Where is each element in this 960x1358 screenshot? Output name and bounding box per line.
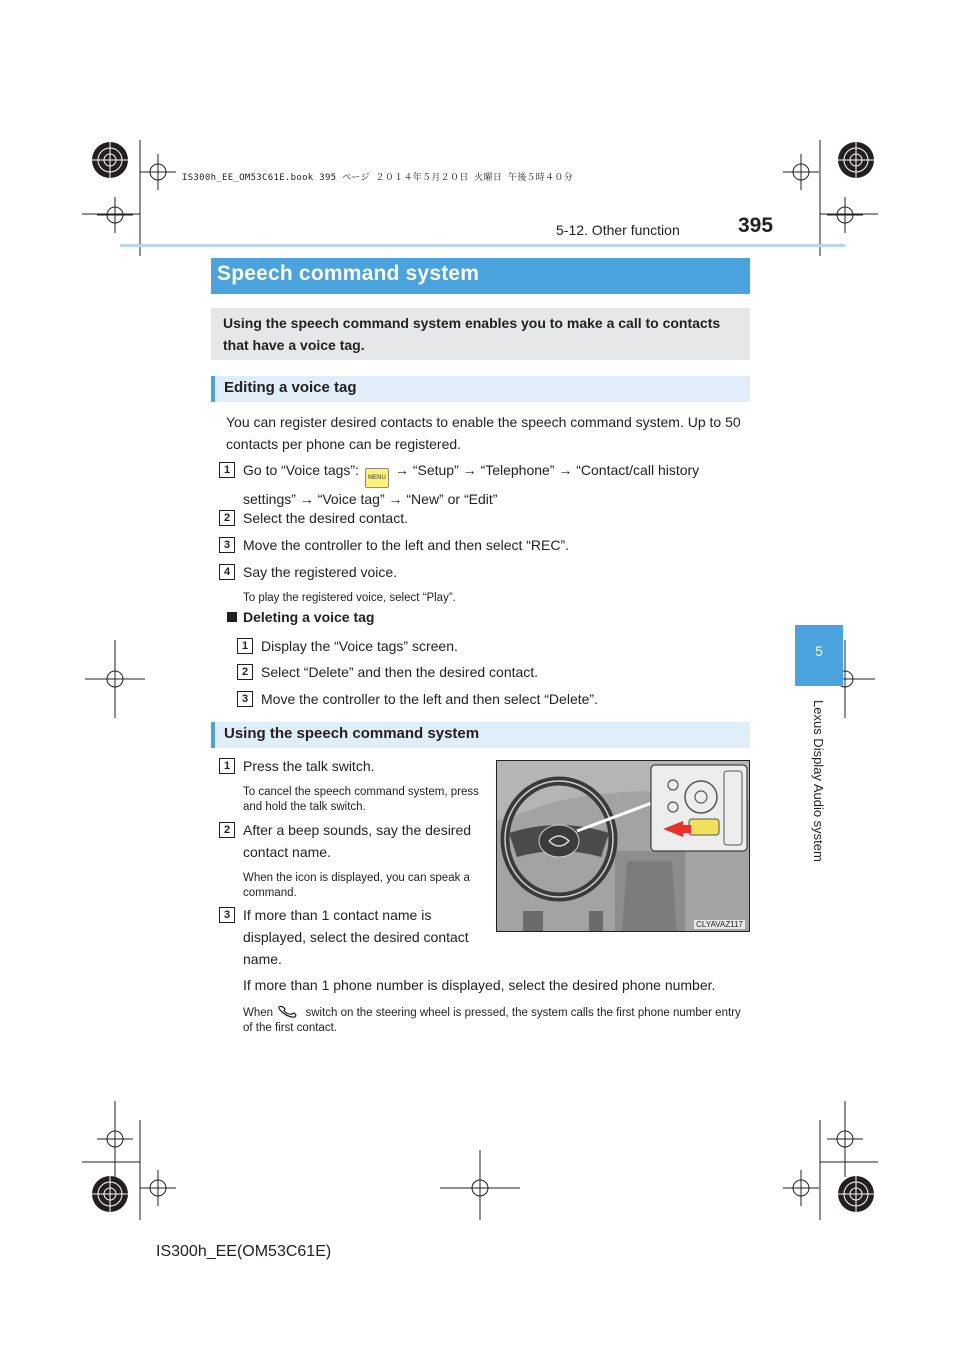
step-number: 1 [219, 462, 235, 478]
crosshair-left-top [97, 197, 133, 233]
deleting-heading: Deleting a voice tag [243, 609, 375, 625]
crosshair-right-bottom [827, 1101, 863, 1177]
phone-handset-icon [276, 1004, 302, 1018]
page-number: 395 [738, 214, 774, 237]
editing-step-4-note: To play the registered voice, select “Play”. [243, 592, 456, 604]
crosshair-bottom-center [440, 1150, 520, 1220]
using-step-2-note: When the icon is displayed, you can speak a command. [243, 872, 470, 899]
figure-id: CLYAVAZ117 [696, 920, 743, 929]
using-step-3-note: When switch on the steering wheel is pressed, the system calls the first phone number entry of the first contact. [243, 1004, 750, 1036]
footer-book-code: IS300h_EE(OM53C61E) [156, 1243, 332, 1260]
crosshair-left-mid [85, 640, 145, 718]
crosshair-bottom-left [140, 1170, 176, 1206]
editing-step-4: Say the registered voice. [243, 564, 398, 580]
editing-lead: You can register desired contacts to enable the speech command system. Up to 50 contacts per phone can be registered. [226, 414, 741, 452]
radial-target-bl [92, 1176, 128, 1212]
crop-header-text: IS300h_EE_OM53C61E.book 395 ページ ２０１４年５月２０日 火曜日 午後５時４０分 [182, 173, 573, 183]
intro-box [211, 308, 750, 360]
cockpit-drawing [497, 761, 750, 932]
section-title: 5-12. Other function [556, 222, 680, 238]
step-number: 4 [219, 564, 235, 580]
chapter-side-label: Lexus Display Audio system [811, 700, 826, 862]
step-number: 2 [237, 664, 253, 680]
crosshair-top-left [140, 154, 176, 190]
step-number: 1 [237, 638, 253, 654]
using-step-3: If more than 1 contact name is displayed, select the desired contact name. [243, 907, 469, 967]
crosshair-left-bottom [97, 1101, 133, 1177]
delete-step-2: Select “Delete” and then the desired contact. [261, 664, 539, 680]
crosshair-bottom-right [783, 1170, 819, 1206]
using-step-1-note: To cancel the speech command system, press and hold the talk switch. [243, 786, 479, 813]
radial-target-tr [838, 142, 874, 178]
delete-step-1: Display the “Voice tags” screen. [261, 638, 458, 654]
editing-heading: Editing a voice tag [211, 376, 750, 402]
crosshair-top-right [783, 154, 819, 190]
steering-wheel-illustration [496, 760, 750, 932]
using-step-1: Press the talk switch. [243, 758, 375, 774]
menu-button-icon: MENU [365, 468, 389, 488]
chapter-tab: 5 [795, 625, 843, 686]
step-number: 3 [219, 907, 235, 923]
editing-step-3: Move the controller to the left and then select “REC”. [243, 537, 570, 553]
using-step-3-more: If more than 1 phone number is displayed, select the desired phone number. [243, 977, 716, 993]
square-bullet-icon [227, 612, 237, 622]
crosshair-right-top [827, 197, 863, 233]
step-number: 2 [219, 822, 235, 838]
step-number: 3 [237, 691, 253, 707]
step-number: 3 [219, 537, 235, 553]
step-number: 1 [219, 758, 235, 774]
delete-step-3: Move the controller to the left and then select “Delete”. [261, 691, 598, 707]
radial-target-br [838, 1176, 874, 1212]
page-title-bar [211, 258, 750, 294]
page-title: Speech command system [217, 262, 480, 285]
editing-step-1: Go to “Voice tags”: MENU → “Setup” → “Telephone” → “Contact/call history settings” → “Voice tag” → “New” or “Edit” [243, 462, 700, 507]
radial-target-tl [92, 142, 128, 178]
using-step-2: After a beep sounds, say the desired contact name. [243, 822, 472, 860]
using-heading: Using the speech command system [211, 722, 750, 748]
intro-text: Using the speech command system enables you to make a call to contacts that have a voice tag. [223, 315, 721, 353]
header-rule [120, 244, 845, 247]
editing-step-2: Select the desired contact. [243, 510, 408, 526]
step-number: 2 [219, 510, 235, 526]
